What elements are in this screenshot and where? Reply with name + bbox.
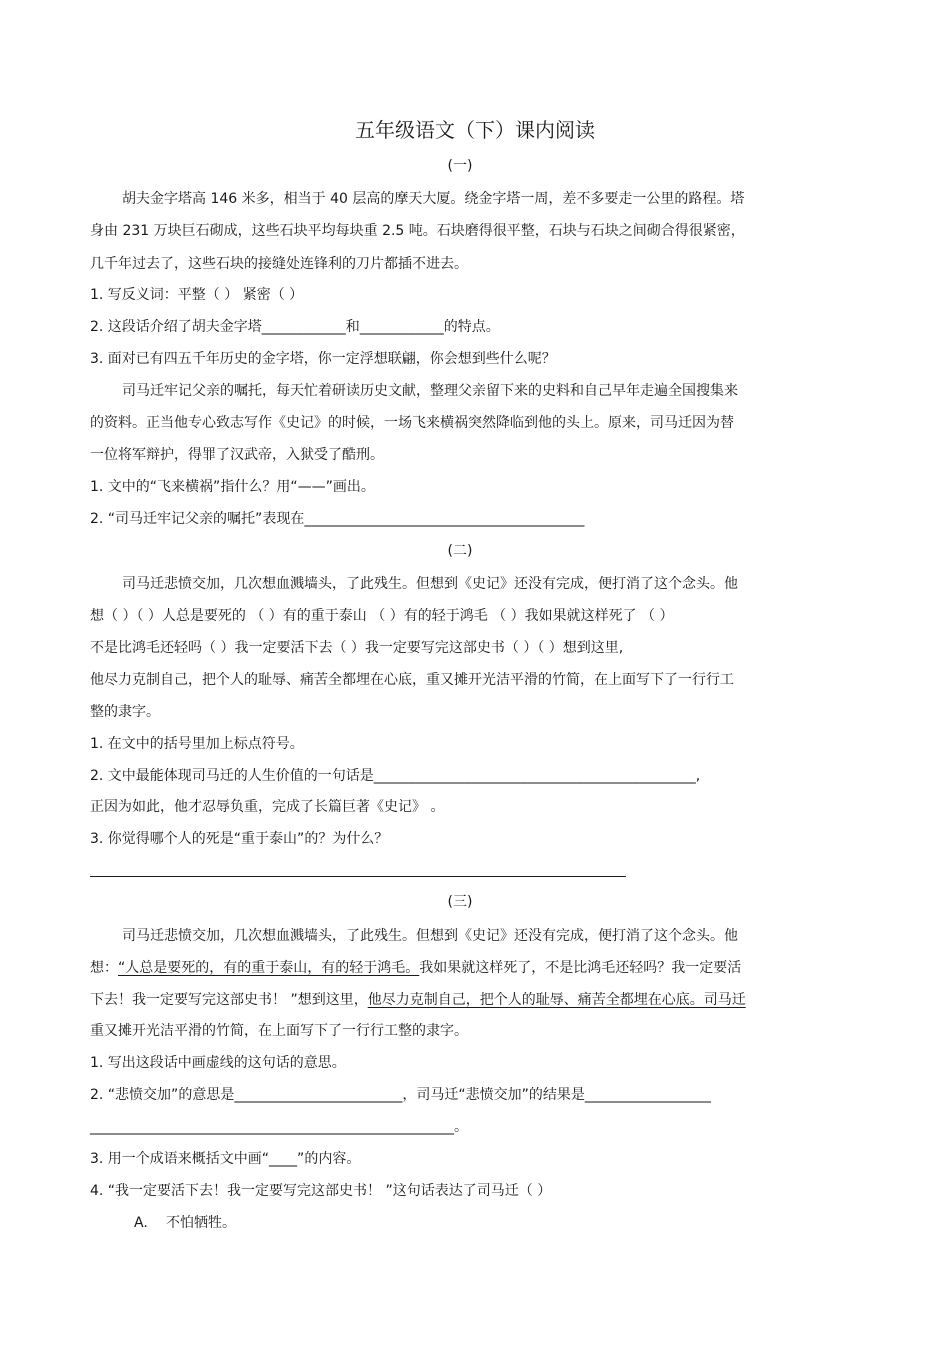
sec3-question-1: 1. 写出这段话中画虚线的这句话的意思。 — [90, 1055, 346, 1071]
sec3-paragraph-line: 司马迁悲愤交加，几次想血溅墙头，了此残生。但想到《史记》还没有完成，便打消了这个念头。他 — [122, 928, 738, 944]
sec2-question-2: 2. 文中最能体现司马迁的人生价值的一句话是______________________________________________, — [90, 768, 701, 784]
sec1-paragraph-line: 的资料。正当他专心致志写作《史记》的时候，一场飞来横祸突然降临到他的头上。原来，司马迁因为替 — [90, 415, 734, 431]
sec3-question-2-continued: ____________________________________________________。 — [90, 1119, 468, 1135]
sec2-paragraph-line: 整的隶字。 — [90, 704, 160, 720]
sec1-question-3: 3. 面对已有四五千年历史的金字塔，你一定浮想联翩，你会想到些什么呢？ — [90, 351, 556, 367]
sec3-paragraph-line — [90, 990, 746, 1010]
sec3-question-4: 4. “我一定要活下去！我一定要写完这部史书！ ”这句话表达了司马迁（ ） — [90, 1183, 552, 1199]
sec2-question-1: 1. 在文中的括号里加上标点符号。 — [90, 736, 304, 752]
sec2-paragraph-line: 不是比鸿毛还轻吗（ ）我一定要活下去（ ）我一定要写完这部史书（ ）（ ）想到这里, — [90, 640, 624, 656]
section-1-heading: (一) — [447, 158, 473, 174]
sec3-paragraph-line: 重又摊开光洁平滑的竹简，在上面写下了一行行工整的隶字。 — [90, 1023, 468, 1039]
sec1-paragraph-line: 司马迁牢记父亲的嘱托，每天忙着研读历史文献，整理父亲留下来的史料和自己早年走遍全国搜集来 — [122, 383, 738, 399]
sec2-paragraph-line: 司马迁悲愤交加，几次想血溅墙头，了此残生。但想到《史记》还没有完成，便打消了这个念头。他 — [122, 576, 738, 592]
section-3-heading: (三) — [447, 894, 473, 910]
option-a-label: A. — [134, 1215, 148, 1231]
sec1-question-1: 1. 写反义词：平整（ ） 紧密（ ） — [90, 287, 304, 303]
sec1-paragraph-line: 几千年过去了，这些石块的接缝处连锋利的刀片都插不进去。 — [90, 256, 468, 272]
sec1-paragraph-line: 一位将军辩护，得罪了汉武帝，入狱受了酷刑。 — [90, 447, 384, 463]
answer-line — [90, 876, 626, 877]
sec1-paragraph-line: 胡夫金字塔高 146 米多，相当于 40 层高的摩天大厦。绕金字塔一周，差不多要走一公里的路程。塔 — [122, 191, 745, 207]
sec1-paragraph-line: 身由 231 万块巨石砌成，这些石块平均每块重 2.5 吨。石块磨得很平整，石块与石块之间砌合得很紧密， — [90, 223, 745, 239]
sec3-text: 想： — [90, 960, 118, 976]
option-a-text: 不怕牺牲。 — [166, 1215, 236, 1231]
sec3-question-2: 2. “悲愤交加”的意思是________________________，司马迁“悲愤交加”的结果是__________________ — [90, 1087, 711, 1103]
underlined-quote: “人总是要死的，有的重于泰山，有的轻于鸿毛。 — [118, 960, 420, 976]
sec3-text: 下去！我一定要写完这部史书！ ”想到这里， — [90, 992, 368, 1008]
sec2-paragraph-line: 想（ ）（ ）人总是要死的 （ ）有的重于泰山 （ ）有的轻于鸿毛 （ ）我如果就这样死了 （ ） — [90, 608, 674, 624]
sec1-question-2: 2. 这段话介绍了胡夫金字塔____________和____________的特点。 — [90, 319, 500, 335]
sec2-question-2-continued: 正因为如此，他才忍辱负重，完成了长篇巨著《史记》 。 — [90, 799, 445, 815]
underlined-sentence: 他尽力克制自己，把个人的耻辱、痛苦全都埋在心底。司马迁 — [367, 992, 746, 1008]
sec2-question-3: 3. 你觉得哪个人的死是“重于泰山”的？为什么？ — [90, 831, 389, 847]
sec3-paragraph-line — [90, 958, 741, 978]
sec1-question-4: 1. 文中的“飞来横祸”指什么？用“——”画出。 — [90, 479, 375, 495]
section-2-heading: (二) — [447, 543, 473, 559]
sec3-question-3: 3. 用一个成语来概括文中画“____”的内容。 — [90, 1151, 361, 1167]
page-title: 五年级语文（下）课内阅读 — [355, 118, 595, 142]
sec2-paragraph-line: 他尽力克制自己，把个人的耻辱、痛苦全都埋在心底，重又摊开光洁平滑的竹简，在上面写下了一行行工 — [90, 672, 734, 688]
sec3-text: 我如果就这样死了，不是比鸿毛还轻吗？我一定要活 — [419, 960, 742, 976]
sec1-question-5: 2. “司马迁牢记父亲的嘱托”表现在________________________________________ — [90, 511, 585, 527]
